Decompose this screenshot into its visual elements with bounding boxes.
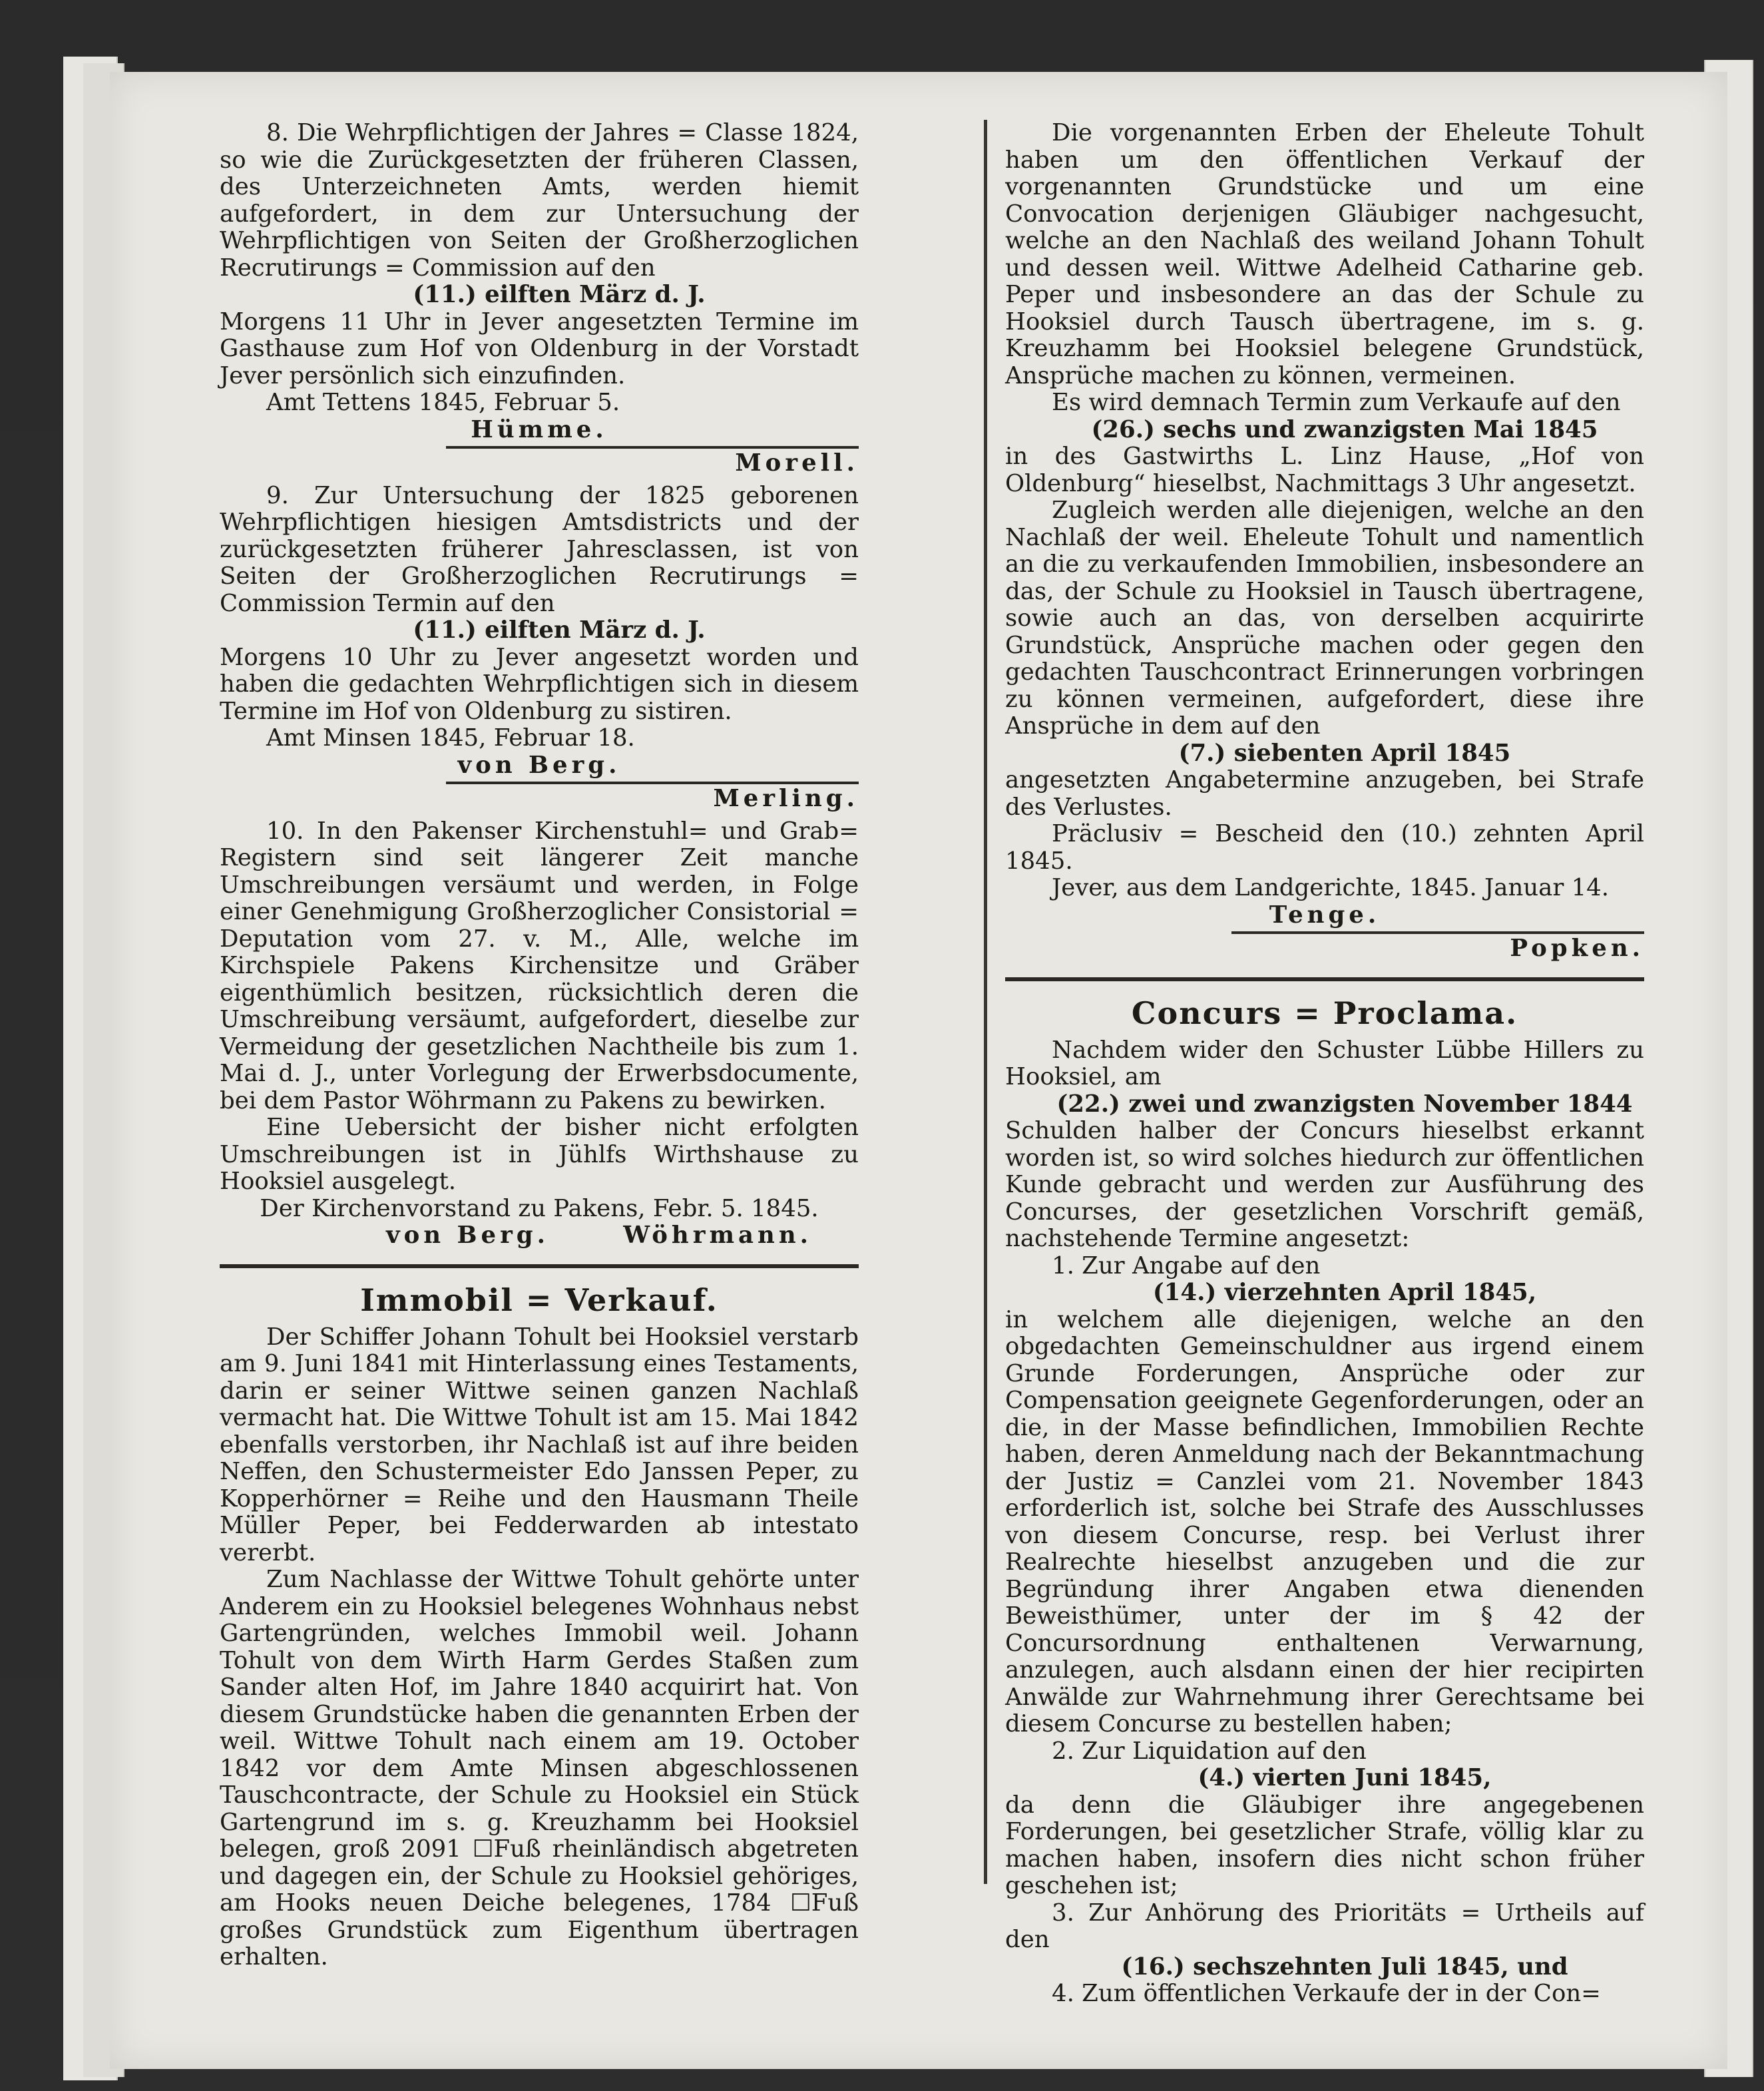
section-rule <box>1005 977 1644 981</box>
concurs-item-3: 3. Zur Anhörung des Prioritäts = Urtheils auf den <box>1005 1899 1644 1953</box>
notice-9 <box>220 483 859 813</box>
notice-9-date: (11.) eilften März d. J. <box>413 616 706 644</box>
tohult-paragraph-6: Präclusiv = Bescheid den (10.) zehnten April 1845. <box>1005 820 1644 875</box>
notice-9-text: 9. Zur Untersuchung der 1825 geborenen Wehrpflichtigen hiesigen Amtsdistricts und der zurückgesetzten früherer Jahresclassen, ist von Seiten der Großherzoglichen Recrutirungs = Commission Termin auf den <box>220 481 859 617</box>
notice-9-place: Amt Minsen 1845, Februar 18. <box>266 724 635 752</box>
concurs-paragraph-1: Nachdem wider den Schuster Lübbe Hillers zu Hooksiel, am <box>1005 1036 1644 1090</box>
notice-8-signature-1: Hümme. <box>471 415 608 443</box>
notice-10-body: Eine Uebersicht der bisher nicht erfolgten Umschreibungen ist in Jühlfs Wirthshause zu Hooksiel ausgelegt. <box>220 1114 859 1195</box>
notice-8-date: (11.) eilften März d. J. <box>413 281 706 308</box>
notice-9-signature-2: Merling. <box>713 785 859 812</box>
notice-9-signature-1: von Berg. <box>457 751 621 779</box>
left-column <box>220 120 859 1971</box>
signature-rule <box>446 782 859 784</box>
concurs-paragraph-3: in welchem alle diejenigen, welche an den obgedachten Gemeinschuldner aus irgend einem Grunde Forderungen, Ansprüche oder zur Compensation geeignete Gegenforderungen, oder an die, in der Masse befindlichen, Immobilien Rechte haben, deren Anmeldung nach der Bekanntmachung der Justiz = Canzlei vom 21. November 1843 erforderlich ist, solche bei Strafe des Ausschlusses von diesem Concurse, resp. bei Verlust ihrer Realrechte hieselbst anzugeben und die zur Begründung ihrer Angaben etwa dienenden Beweisthümer, unter der im § 42 der Concursordnung enthaltenen Verwarnung, anzulegen, auch alsdann einen der hier recipirten Anwälde zur Wahrnehmung ihrer Gerechtsame bei diesem Concurse zu bestellen haben; <box>1005 1305 1644 1738</box>
immobil-heading: Immobil = Verkauf. <box>360 1281 718 1318</box>
concurs-item-4: 4. Zum öffentlichen Verkaufe der in der Con= <box>1052 1980 1601 2007</box>
notice-10-signature-2: Wöhrmann. <box>623 1222 812 1249</box>
concurs-item-1: 1. Zur Angabe auf den <box>1052 1252 1321 1279</box>
tohult-paragraph-2: Es wird demnach Termin zum Verkaufe auf den <box>1052 389 1621 416</box>
right-column <box>1005 120 1644 2008</box>
tohult-place: Jever, aus dem Landgerichte, 1845. Januar 14. <box>1052 874 1610 901</box>
tohult-signature-1: Tenge. <box>1269 901 1381 929</box>
tohult-paragraph-1: Die vorgenannten Erben der Eheleute Tohult haben um den öffentlichen Verkauf der vorgenannten Grundstücke und um eine Convocation derjenigen Gläubiger nachgesucht, welche an den Nachlaß des weiland Johann Tohult und dessen weil. Wittwe Adelheid Catharine geb. Peper und insbesondere an das der Schule zu Hooksiel durch Tausch übertragene, im s. g. Kreuzhamm bei Hooksiel belegene Grundstück, Ansprüche machen zu können, vermeinen. <box>1005 119 1644 389</box>
tohult-signature-2: Popken. <box>1510 935 1644 962</box>
immobil-paragraph-2: Zum Nachlasse der Wittwe Tohult gehörte unter Anderem ein zu Hooksiel belegenes Wohnhaus nebst Gartengründen, welches Immobil weil. Johann Tohult von dem Wirth Harm Gerdes Staßen zum Sander alten Hof, im Jahre 1840 acquirirt hat. Von diesem Grundstücke haben die genannten Erben der weil. Wittwe Tohult nach einem am 19. October 1842 vor dem Amte Minsen abgeschlossenen Tauschcontracte, der Schule zu Hooksiel ein Stück Gartengrund im s. g. Kreuzhamm bei Hooksiel belegen, groß 2091 ☐Fuß rheinländisch abgetreten und dagegen ein, der Schule zu Hooksiel gehöriges, am Hooks neuen Deiche belegenes, 1784 ☐Fuß großes Grundstück zum Eigenthum übertragen erhalten. <box>220 1566 859 1971</box>
signature-rule <box>446 446 859 449</box>
concurs-item-2: 2. Zur Liquidation auf den <box>1052 1737 1367 1765</box>
tohult-paragraph-4: Zugleich werden alle diejenigen, welche an den Nachlaß der weil. Eheleute Tohult und namentlich an die zu verkaufenden Immobilien, insbesondere an das, der Schule zu Hooksiel in Tausch übertragene, sowie auch an das, von derselben acquirirte Grundstück, Ansprüche machen oder gegen den gedachten Tauschcontract Erinnerungen vorbringen zu können vermeinen, aufgefordert, diese ihre Ansprüche in dem auf den <box>1005 497 1644 740</box>
concurs-heading: Concurs = Proclama. <box>1131 995 1518 1031</box>
concurs-paragraph-2: Schulden halber der Concurs hieselbst erkannt worden ist, so wird solches hiedurch zur öffentlichen Kunde gebracht und werden zur Ausführung des Concurses, der gesetzlichen Vorschrift gemäß, nachstehende Termine angesetzt: <box>1005 1117 1644 1252</box>
immobil-paragraph-1: Der Schiffer Johann Tohult bei Hooksiel verstarb am 9. Juni 1841 mit Hinterlassung eines Testaments, darin er seiner Wittwe seinen ganzen Nachlaß vermacht hat. Die Wittwe Tohult ist am 15. Mai 1842 ebenfalls verstorben, ihr Nachlaß ist auf ihre beiden Neffen, den Schustermeister Edo Janssen Peper, zu Kopperhörner = Reihe und den Hausmann Theile Müller Peper, bei Fedderwarden ab intestato vererbt. <box>220 1323 859 1566</box>
column-divider <box>984 120 987 1884</box>
tohult-paragraph-3: in des Gastwirths L. Linz Hause, „Hof von Oldenburg“ hieselbst, Nachmittags 3 Uhr angesetzt. <box>1005 443 1644 497</box>
notice-8-body: Morgens 11 Uhr in Jever angesetzten Termine im Gasthause zum Hof von Oldenburg in der Vorstadt Jever persönlich sich einzufinden. <box>220 308 859 389</box>
tohult-paragraph-5: angesetzten Angabetermine anzugeben, bei Strafe des Verlustes. <box>1005 766 1644 821</box>
notice-9-body: Morgens 10 Uhr zu Jever angesetzt worden und haben die gedachten Wehrpflichtigen sich in diesem Termine im Hof von Oldenburg zu sistiren. <box>220 643 859 725</box>
concurs-date-3: (4.) vierten Juni 1845, <box>1198 1764 1492 1791</box>
tohult-date-2: (7.) siebenten April 1845 <box>1178 739 1511 767</box>
tohult-notice <box>1005 120 1644 963</box>
notice-10-signatures <box>220 1222 859 1250</box>
tohult-date-1: (26.) sechs und zwanzigsten Mai 1845 <box>1091 415 1598 443</box>
concurs-paragraph-4: da denn die Gläubiger ihre angegebenen Forderungen, bei gesetzlicher Strafe, völlig klar zu machen haben, insofern dies nicht schon früher geschehen ist; <box>1005 1791 1644 1899</box>
concurs-proclama <box>1005 993 1644 2008</box>
section-rule <box>220 1264 859 1268</box>
notice-8-text: 8. Die Wehrpflichtigen der Jahres = Classe 1824, so wie die Zurückgesetzten der früheren Classen, des Unterzeichneten Amts, werden hiemit aufgefordert, in dem zur Untersuchung der Wehrpflichtigen von Seiten der Großherzoglichen Recrutirungs = Commission auf den <box>220 119 859 282</box>
notice-8 <box>220 120 859 477</box>
notice-10-signature-1: von Berg. <box>386 1222 549 1249</box>
immobil-verkauf <box>220 1280 859 1971</box>
signature-rule <box>1231 931 1644 934</box>
notice-8-signature-2: Morell. <box>735 449 859 477</box>
notice-10-text: 10. In den Pakenser Kirchenstuhl= und Grab= Registern sind seit längerer Zeit manche Umschreibungen versäumt und werden, in Folge einer Genehmigung Großherzoglicher Consistorial = Deputation vom 27. v. M., Alle, welche im Kirchspiele Pakens Kirchensitze und Gräber eigenthümlich besitzen, rücksichtlich deren die Umschreibung versäumt, aufgefordert, dieselbe zur Vermeidung der gesetzlichen Nachtheile bis zum 1. Mai d. J., unter Vorlegung der Erwerbsdocumente, bei dem Pastor Wöhrmann zu Pakens zu bewirken. <box>220 817 859 1114</box>
concurs-date-1: (22.) zwei und zwanzigsten November 1844 <box>1056 1090 1633 1118</box>
concurs-date-2: (14.) vierzehnten April 1845, <box>1152 1279 1537 1306</box>
notice-10-place: Der Kirchenvorstand zu Pakens, Febr. 5. 1845. <box>260 1194 819 1222</box>
notice-8-place: Amt Tettens 1845, Februar 5. <box>266 389 620 416</box>
notice-10 <box>220 818 859 1250</box>
concurs-date-4: (16.) sechszehnten Juli 1845, und <box>1121 1953 1568 1980</box>
